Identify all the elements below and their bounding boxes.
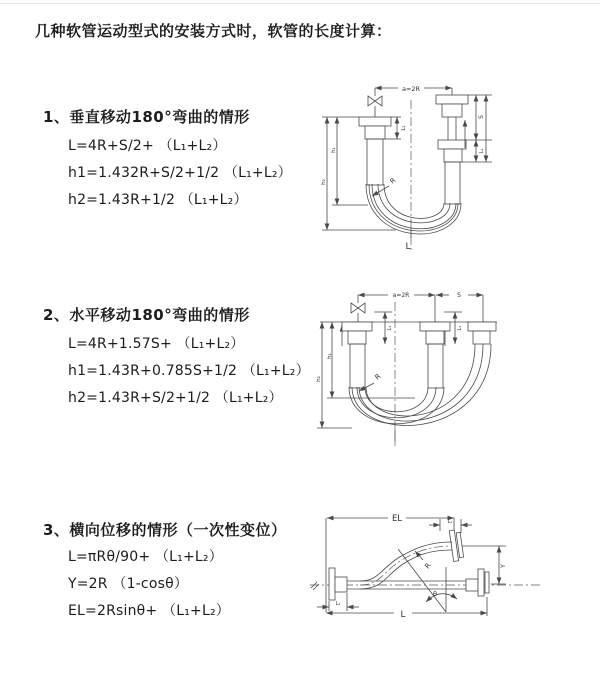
angle-theta-label: θ <box>433 590 437 598</box>
diagram-vertical-180-bend <box>310 70 600 270</box>
diagram1-dimension-lines <box>322 88 492 238</box>
diagram2-hose-loop-displaced <box>352 344 491 425</box>
diagram3-radius-arrow <box>415 551 423 560</box>
dim-label-l1-left: L₁ <box>387 325 393 331</box>
radius-label: R <box>423 561 433 571</box>
diagram1-radius-arrow <box>372 186 389 196</box>
dim-label-l1-top: L₁ <box>447 519 453 525</box>
dim-label-a2r: a=2R <box>392 292 410 299</box>
dim-label-h2: h₂ <box>321 179 327 185</box>
dim-label-h2: h₂ <box>316 376 322 382</box>
dim-label-h1: h₁ <box>327 353 333 359</box>
dim-label-a2r: a=2R <box>401 85 421 93</box>
section2-formula-h2: h2=1.43R+S/2+1/2 （L₁+L₂） <box>68 390 283 406</box>
dim-label-l1-left: L₁ <box>335 601 341 607</box>
diagram-lateral-displacement <box>300 500 600 650</box>
dim-label-s: S <box>478 115 485 119</box>
diagram2-dimension-lines <box>317 295 497 441</box>
section2-formula-L: L=4R+1.57S+ （L₁+L₂） <box>68 336 245 352</box>
diagram2-valve-icon <box>351 303 365 322</box>
dim-label-y: Y <box>499 564 507 568</box>
dim-label-h1: h₁ <box>331 147 337 153</box>
diagram1-valve-icon <box>368 96 382 117</box>
section1-formula-h1: h1=1.432R+S/2+1/2 （L₁+L₂） <box>68 165 292 181</box>
dim-label-l1-right: L₁ <box>479 148 485 154</box>
diagram3-break-mark <box>311 582 319 590</box>
section3-heading: 3、横向位移的情形（一次性变位） <box>43 521 287 539</box>
section1-formula-h2: h2=1.43R+1/2 （L₁+L₂） <box>68 192 248 208</box>
section1-formula-L: L=4R+S/2+ （L₁+L₂） <box>68 138 227 154</box>
section1-heading: 1、垂直移动180°弯曲的情形 <box>43 108 250 126</box>
dim-label-el: EL <box>391 514 403 524</box>
section3-formula-EL: EL=2Rsinθ+ （L₁+L₂） <box>68 603 230 619</box>
section3-formula-Y: Y=2R （1-cosθ） <box>68 576 189 592</box>
dim-label-l1-left: L₁ <box>401 125 407 131</box>
dim-label-l1-mid: L₁ <box>457 325 463 331</box>
page-title: 几种软管运动型式的安装方式时，软管的长度计算： <box>35 22 392 40</box>
diagram3-angle-construction <box>398 549 457 612</box>
dim-label-s: S <box>457 292 461 299</box>
diagram-horizontal-180-bend <box>305 280 600 465</box>
section3-formula-L: L=πRθ/90+ （L₁+L₂） <box>68 549 223 565</box>
diagram3-hose-displaced <box>360 542 452 589</box>
length-label: L <box>400 610 406 620</box>
section2-heading: 2、水平移动180°弯曲的情形 <box>43 306 250 324</box>
radius-label: R <box>373 372 383 382</box>
section2-formula-h1: h1=1.43R+0.785S+1/2 （L₁+L₂） <box>68 363 310 379</box>
radius-label: R <box>388 176 398 186</box>
length-label: L <box>405 242 411 252</box>
diagram2-pipes-and-flanges <box>342 322 496 388</box>
page-edge-line <box>0 3 600 4</box>
